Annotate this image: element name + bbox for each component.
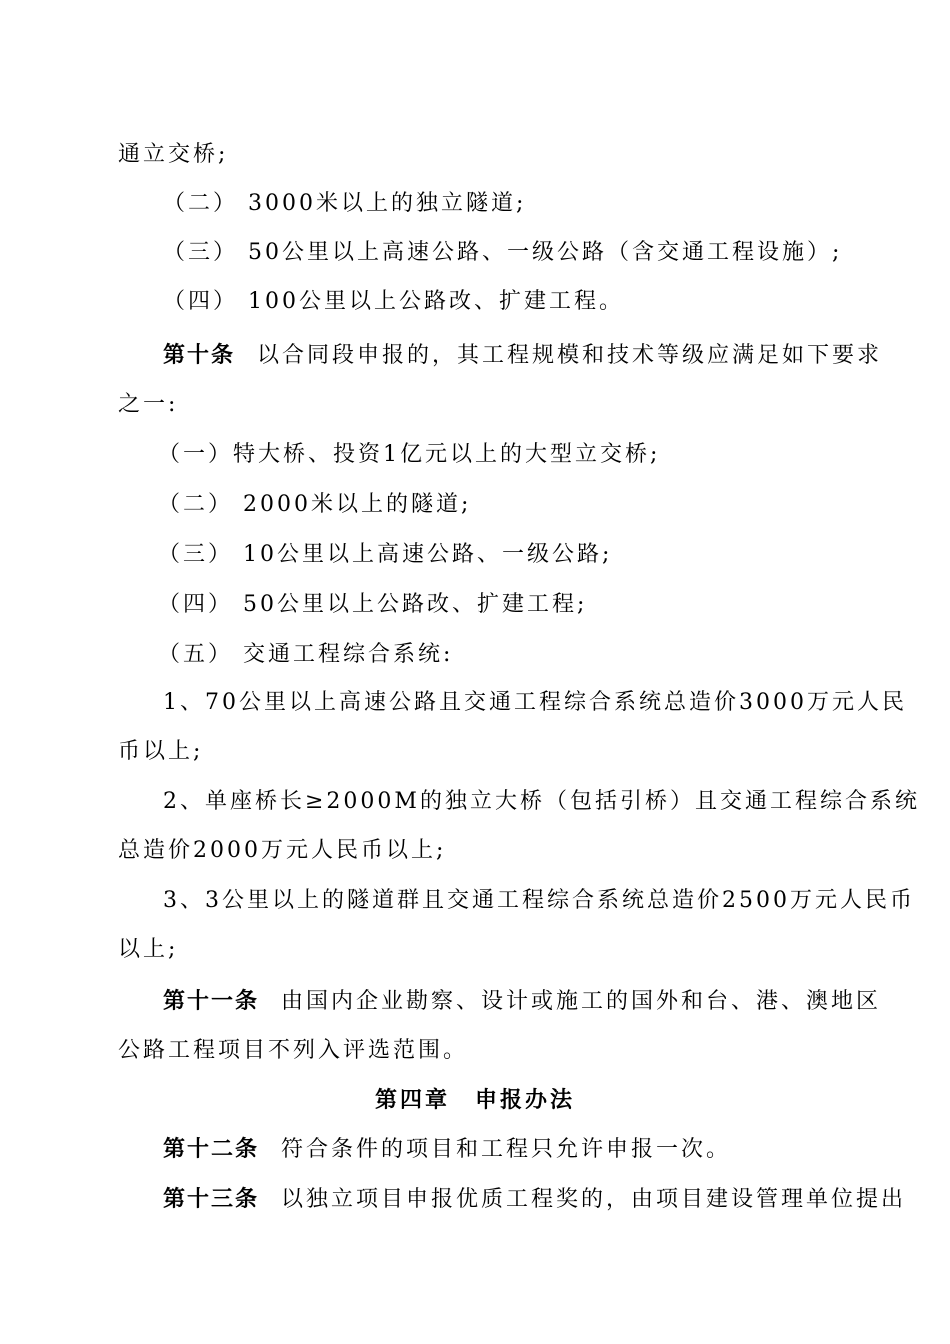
article-heading: 第十一条 (163, 988, 260, 1014)
article-10 (163, 340, 883, 371)
sub-item: 1、70公里以上高速公路且交通工程综合系统总造价3000万元人民 (163, 690, 907, 715)
chapter-heading: 第四章 申报办法 (374, 1087, 575, 1113)
article-13 (163, 1184, 907, 1215)
sub-item: 3、3公里以上的隧道群且交通工程综合系统总造价2500万元人民币 (163, 888, 915, 913)
article-text: 符合条件的项目和工程只允许申报一次。 (281, 1137, 732, 1162)
text-line: 通立交桥; (118, 142, 229, 167)
text-line: 公路工程项目不列入评选范围。 (118, 1038, 469, 1063)
list-item: （二） 3000米以上的独立隧道; (163, 191, 527, 216)
list-item: （二） 2000米以上的隧道; (158, 492, 472, 517)
list-item: （三） 10公里以上高速公路、一级公路; (158, 542, 613, 567)
article-heading: 第十三条 (163, 1186, 260, 1212)
text-line: 以上; (118, 937, 179, 962)
article-text: 以合同段申报的，其工程规模和技术等级应满足如下要求 (257, 343, 883, 368)
article-12 (163, 1134, 883, 1165)
article-heading: 第十二条 (163, 1136, 260, 1162)
list-item: （一）特大桥、投资1亿元以上的大型立交桥; (158, 442, 661, 467)
text-line: 总造价2000万元人民币以上; (118, 838, 447, 863)
article-heading: 第十条 (163, 342, 236, 368)
text-line: 币以上; (118, 739, 204, 764)
list-item: （五） 交通工程综合系统: (158, 642, 454, 667)
article-11 (163, 986, 883, 1017)
article-text: 由国内企业勘察、设计或施工的国外和台、港、澳地区 (281, 989, 882, 1014)
text-line: 之一: (118, 392, 179, 417)
list-item: （三） 50公里以上高速公路、一级公路（含交通工程设施）; (163, 240, 843, 265)
sub-item: 2、单座桥长≥2000M的独立大桥（包括引桥）且交通工程综合系统 (163, 789, 920, 814)
list-item: （四） 50公里以上公路改、扩建工程; (158, 592, 588, 617)
list-item: （四） 100公里以上公路改、扩建工程。 (163, 289, 624, 314)
article-text: 以独立项目申报优质工程奖的，由项目建设管理单位提出 (281, 1187, 907, 1212)
